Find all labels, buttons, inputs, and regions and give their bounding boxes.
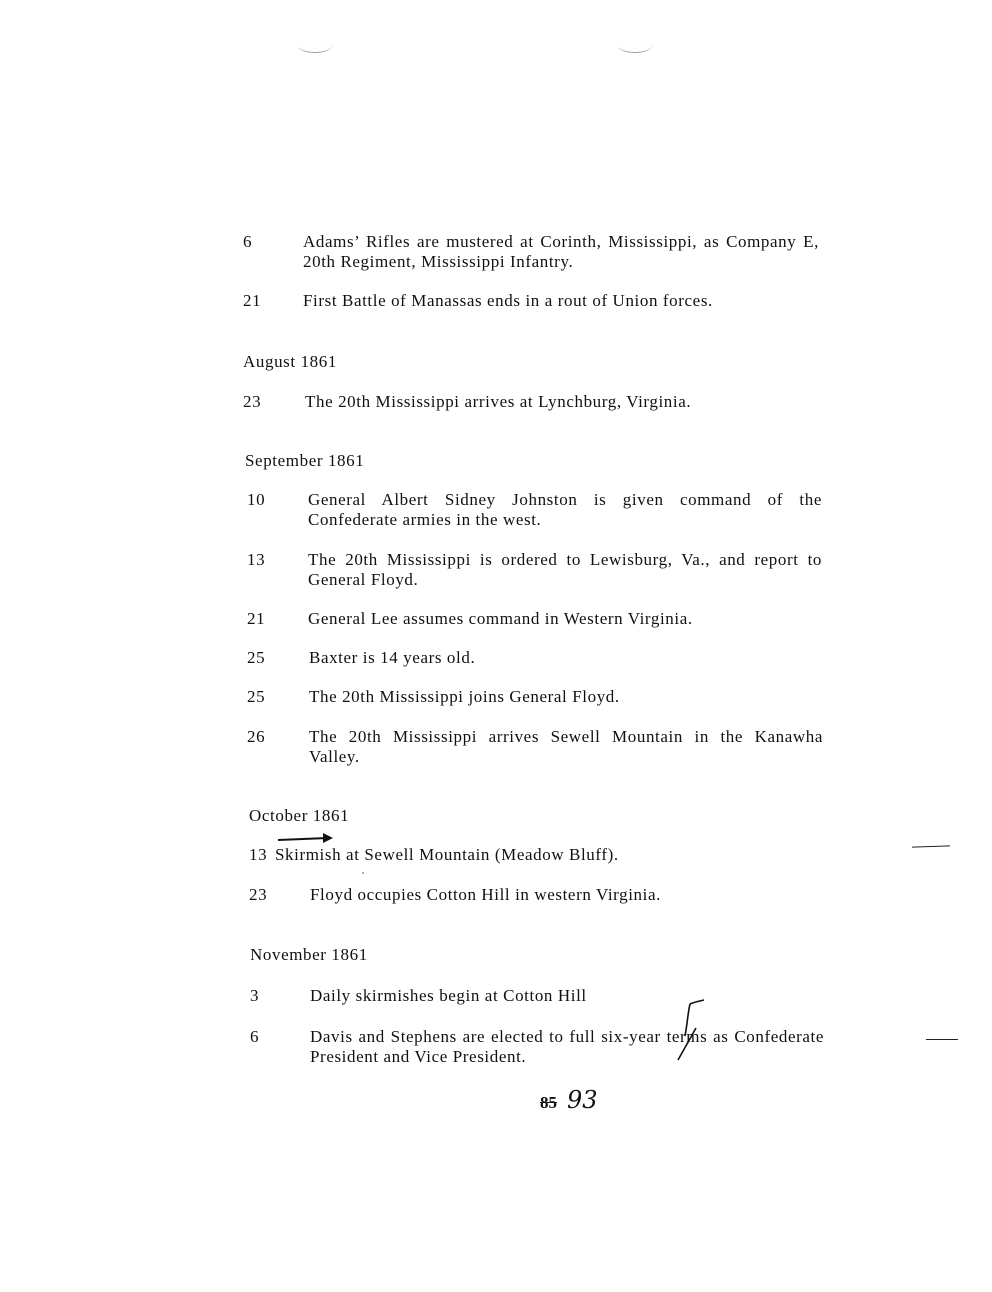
entry-text: The 20th Mississippi is ordered to Lewisburg, Va., and report to General Floyd. bbox=[308, 550, 822, 589]
entry-text: First Battle of Manassas ends in a rout of Union forces. bbox=[303, 291, 713, 310]
entry-text: Baxter is 14 years old. bbox=[309, 648, 476, 667]
entry-day: 13 bbox=[247, 550, 266, 569]
entry-day: 21 bbox=[243, 291, 262, 310]
entry-day: 6 bbox=[243, 232, 253, 251]
entry-text: General Albert Sidney Johnston is given command of the Confederate armies in the west. bbox=[308, 490, 822, 529]
entry-day: 3 bbox=[250, 986, 260, 1005]
entry-day: 21 bbox=[247, 609, 266, 628]
month-heading-october: October 1861 bbox=[249, 806, 350, 825]
margin-mark bbox=[926, 1039, 958, 1040]
entry-text: Davis and Stephens are elected to full six-year terms as Confederate President and Vice President. bbox=[310, 1027, 824, 1066]
month-heading-november: November 1861 bbox=[250, 945, 368, 964]
entry-day: 6 bbox=[250, 1027, 260, 1046]
entry-text: Skirmish at Sewell Mountain (Meadow Bluff). bbox=[275, 845, 619, 864]
month-heading-august: August 1861 bbox=[243, 352, 337, 371]
entry-day: 25 bbox=[247, 648, 266, 667]
entry-day: 10 bbox=[247, 490, 266, 509]
entry-day: 23 bbox=[249, 885, 268, 904]
struck-page-number: 85 bbox=[540, 1093, 557, 1112]
entry-day: 23 bbox=[243, 392, 262, 411]
handwritten-arrow-icon bbox=[276, 830, 340, 848]
entry-text: Adams’ Rifles are mustered at Corinth, Mississippi, as Company E, 20th Regiment, Mississippi Infantry. bbox=[303, 232, 819, 271]
margin-mark bbox=[912, 845, 950, 847]
punch-hole-mark-right bbox=[618, 38, 652, 53]
page-number bbox=[540, 1086, 598, 1114]
scan-speck bbox=[362, 872, 364, 874]
entry-text: The 20th Mississippi arrives Sewell Mountain in the Kanawha Valley. bbox=[309, 727, 823, 766]
handwritten-correction-mark-icon bbox=[670, 1000, 710, 1062]
entry-day: 26 bbox=[247, 727, 266, 746]
month-heading-september: September 1861 bbox=[245, 451, 365, 470]
entry-text: The 20th Mississippi arrives at Lynchburg, Virginia. bbox=[305, 392, 692, 411]
entry-text: The 20th Mississippi joins General Floyd. bbox=[309, 687, 620, 706]
punch-hole-mark-left bbox=[298, 38, 332, 53]
entry-day: 25 bbox=[247, 687, 266, 706]
entry-text: General Lee assumes command in Western Virginia. bbox=[308, 609, 693, 628]
handwritten-page-number: 93 bbox=[567, 1086, 598, 1114]
entry-text: Floyd occupies Cotton Hill in western Virginia. bbox=[310, 885, 661, 904]
entry-text: Daily skirmishes begin at Cotton Hill bbox=[310, 986, 587, 1005]
entry-day: 13 bbox=[249, 845, 268, 864]
